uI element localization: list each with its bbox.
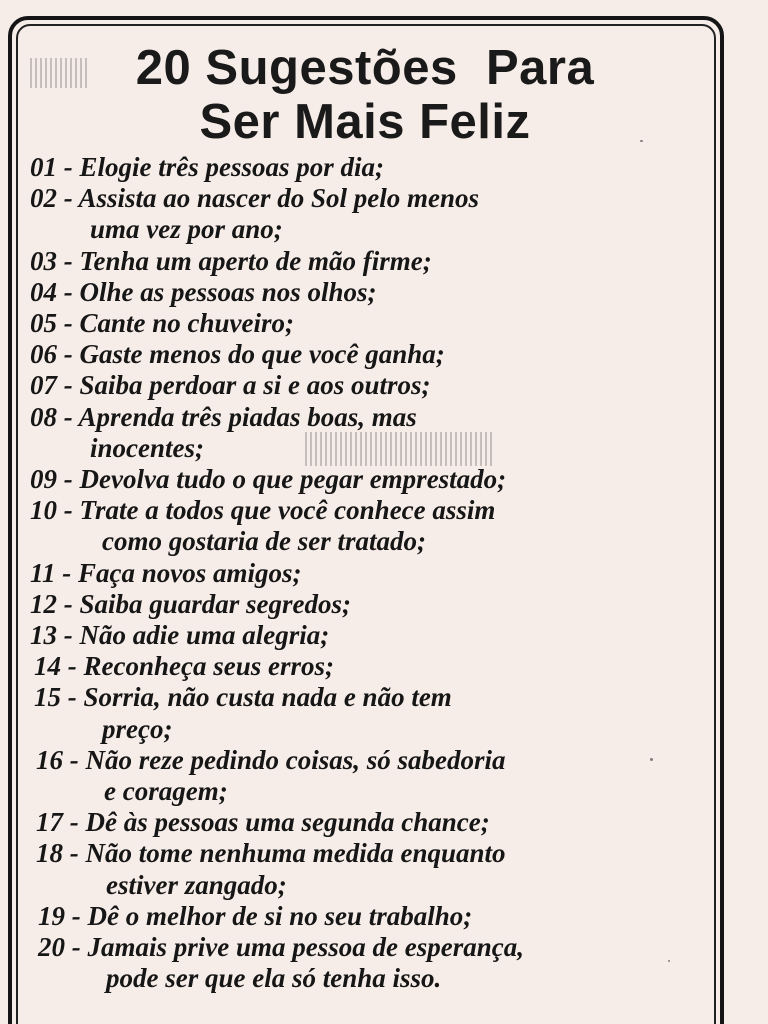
page-title-line-1: 20 Sugestões Para [135, 41, 595, 95]
list-line: 14 - Reconheça seus erros; [34, 651, 334, 682]
list-line: 03 - Tenha um aperto de mão firme; [30, 245, 432, 276]
list-line: 10 - Trate a todos que você conhece assim [30, 495, 496, 526]
list-line: 04 - Olhe as pessoas nos olhos; [30, 276, 377, 307]
list-line: 13 - Não adie uma alegria; [30, 620, 330, 651]
list-line-continuation: preço; [102, 713, 173, 744]
list-line: 18 - Não tome nenhuma medida enquanto [36, 838, 506, 869]
list-line: 01 - Elogie três pessoas por dia; [30, 152, 384, 182]
list-line: 19 - Dê o melhor de si no seu trabalho; [38, 900, 473, 931]
page-title-line-2: Ser Mais Feliz [199, 95, 531, 149]
list-line: 07 - Saiba perdoar a si e aos outros; [30, 370, 431, 401]
list-line-continuation: e coragem; [104, 776, 228, 807]
list-line-continuation: como gostaria de ser tratado; [102, 526, 426, 557]
list-line: 17 - Dê às pessoas uma segunda chance; [36, 807, 490, 838]
list-line: 11 - Faça novos amigos; [30, 557, 302, 588]
list-line-continuation: estiver zangado; [106, 869, 287, 900]
list-line: 09 - Devolva tudo o que pegar emprestado; [30, 464, 507, 495]
list-line-continuation: uma vez por ano; [90, 214, 283, 245]
list-line: 06 - Gaste menos do que você ganha; [30, 339, 445, 370]
list-line-continuation: pode ser que ela só tenha isso. [106, 963, 442, 994]
list-line: 08 - Aprenda três piadas boas, mas [30, 401, 417, 432]
list-line: 05 - Cante no chuveiro; [30, 308, 295, 339]
list-line-continuation: inocentes; [90, 432, 204, 463]
list-line: 02 - Assista ao nascer do Sol pelo menos [30, 183, 480, 214]
list-line: 16 - Não reze pedindo coisas, só sabedoria [36, 744, 506, 775]
suggestion-list [30, 152, 710, 994]
list-line: 20 - Jamais prive uma pessoa de esperança, [38, 932, 524, 963]
list-line: 15 - Sorria, não custa nada e não tem [34, 682, 452, 713]
list-line: 12 - Saiba guardar segredos; [30, 588, 352, 619]
